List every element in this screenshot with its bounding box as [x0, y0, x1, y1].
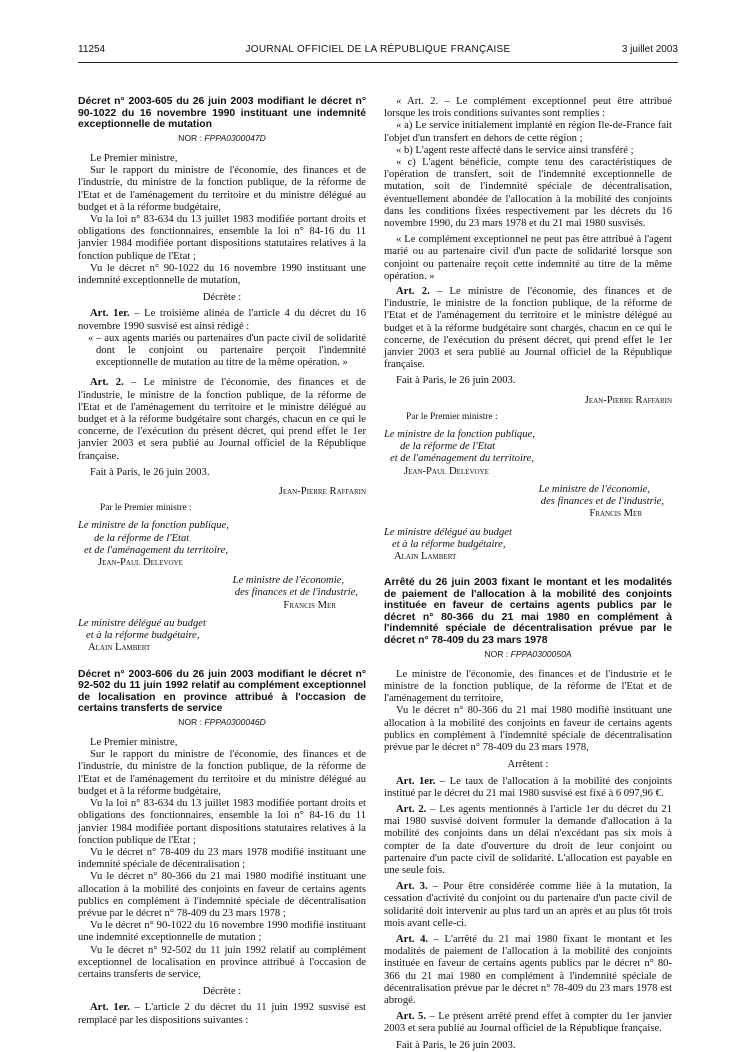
quoted-condition: « c) L'agent bénéficie, compte tenu des caractéristiques de l'opération de transfert, soit de l'indemnité exceptionnelle de mutation, soit de l'indemnité spéciale de décentralisation, éventuellement abondée de l'allocation à la mobilité des conjoints dans les conditions fixées respectivement par les décrets du 16 novembre 1990, du 23 mars 1978 et du 21 mai 1980 susvisés. — [384, 157, 672, 230]
decree-title: Décret n° 2003-605 du 26 juin 2003 modifiant le décret n° 90-1022 du 16 novembre 1990 instituant une indemnité exceptionnelle de mutation — [78, 96, 366, 131]
signature-date: Fait à Paris, le 26 juin 2003. — [90, 466, 210, 478]
paragraph: Le Premier ministre, — [90, 152, 178, 164]
article: Art. 1er. – Le troisième alinéa de l'article 4 du décret du 16 novembre 1990 susvisé est ainsi rédigé : — [78, 308, 366, 332]
article: Art. 2. – Le ministre de l'économie, des finances et de l'industrie, le ministre de la fonction publique, de la réforme de l'Etat et de l'aménagement du territoire et le ministre délégué au budget et à la réforme budgétaire sont chargés, chacun en ce qui le concerne, de l'exécution du présent décret, qui prend effet le 1er janvier 2003 et sera publié au Journal officiel de la République française. — [78, 377, 366, 462]
page-header — [78, 44, 678, 60]
signature-date: Fait à Paris, le 26 juin 2003. — [396, 1039, 516, 1051]
decree-2003-605 — [78, 96, 366, 655]
paragraph: Sur le rapport du ministre de l'économie, des finances et de l'industrie, du ministre de la fonction publique, de la réforme de l'Etat et de l'aménagement du territoire et du ministre délégué au budget et à la réforme budgétaire, — [78, 749, 366, 797]
article: Art. 3. – Pour être considérée comme liée à la mutation, la cessation d'activité du conjoint ou du partenaire d'un pacte civil de solidarité doit intervenir au plus tard un an après et au plus tôt trois mois avant celle-ci. — [384, 881, 672, 929]
article: Art. 1er. – L'article 2 du décret du 11 juin 1992 susvisé est remplacé par les dispositions suivantes : — [78, 1002, 367, 1026]
left-column — [78, 96, 366, 1027]
paragraph: Vu le décret n° 80-366 du 21 mai 1980 modifié instituant une allocation à la mobilité des conjoints en faveur de certains agents publics en complément à l'indemnité spéciale de décentralisation prévue par le décret n° 78-409 du 23 mars 1978, — [384, 705, 672, 754]
decree-2003-606 — [78, 669, 366, 1027]
paragraph: Vu le décret n° 90-1022 du 16 novembre 1990 instituant une indemnité exceptionnelle de mutation, — [78, 262, 366, 287]
par-premier-ministre: Par le Premier ministre : — [100, 503, 192, 514]
paragraph: Vu la loi n° 83-634 du 13 juillet 1983 modifiée portant droits et obligations des fonctionnaires, ensemble la loi n° 84-16 du 11 janvier 1984 modifiée portant dispositions statutaires relatives à la fonction publique de l'Etat ; — [78, 214, 366, 262]
quoted-condition: « Le complément exceptionnel ne peut pas être attribué à l'agent marié ou au partenaire civil d'un pacte de solidarité lorsque son conjoint ou partenaire reçoit cette indemnité au titre de la même opération. » — [384, 234, 672, 282]
journal-title: JOURNAL OFFICIEL DE LA RÉPUBLIQUE FRANÇAISE — [245, 44, 511, 55]
nor-reference: NOR : FPPA0300046D — [178, 716, 266, 727]
page-number: 11254 — [78, 44, 106, 55]
nor-reference: NOR : FPPA0300047D — [178, 132, 266, 143]
paragraph: Sur le rapport du ministre de l'économie, des finances et de l'industrie, du ministre de la fonction publique, de la réforme de l'Etat et de l'aménagement du territoire et du ministre délégué au budget et à la réforme budgétaire, — [78, 165, 366, 213]
article: Art. 5. – Le présent arrêté prend effet à compter du 1er janvier 2003 et sera publié au Journal officiel de la République française. — [384, 1011, 672, 1035]
paragraph: Vu le décret n° 92-502 du 11 juin 1992 relatif au complément exceptionnel de localisation en province attribué à l'occasion de certains transferts de service, — [78, 944, 366, 980]
right-column — [384, 96, 672, 1052]
article: Art. 1er. – Le taux de l'allocation à la mobilité des conjoints institué par le décret du 21 mai 1980 susvisé est fixé à 6 097,96 €. — [384, 775, 672, 799]
article: Art. 2. – Les agents mentionnés à l'article 1er du décret du 21 mai 1980 susvisé doivent formuler la demande d'allocation à la mobilité des conjoints dans un délai n'excédant pas six mois à compter de la date d'ouverture du droit de leur conjoint ou partenaire d'un pacte civil de solidarité. L'allocation est payable en une seule fois. — [384, 803, 672, 876]
article: Art. 2. – Le ministre de l'économie, des finances et de l'industrie, le ministre de la fonction publique, de la réforme de l'Etat et de l'aménagement du territoire et le ministre délégué au budget et à la réforme budgétaire sont chargés, chacun en ce qui le concerne, de l'exécution du présent décret, qui prend effet le 1er janvier 2003 et sera publié au Journal officiel de la République française. — [384, 286, 672, 371]
paragraph: Le ministre de l'économie, des finances et de l'industrie et le ministre de la fonction publique, de la réforme de l'Etat et de l'aménagement du territoire, — [384, 668, 672, 705]
paragraph: Vu le décret n° 90-1022 du 16 novembre 1990 modifié instituant une indemnité exceptionnelle de mutation ; — [78, 920, 366, 944]
issue-date: 3 juillet 2003 — [621, 44, 678, 55]
minister-eco-signature: Le ministre de l'économie, des finances et de l'industrie, Francis Mer — [232, 575, 358, 611]
pm-signature: Jean-Pierre Raffarin — [584, 394, 672, 406]
article: Art. 4. – L'arrêté du 21 mai 1980 fixant le montant et les modalités de paiement de l'allocation à la mobilité des conjoints instituée en faveur de certains agents publics par le décret n° 80-366 du 21 mai 1980 en complément à l'indemnité spéciale de décentralisation prévue par le décret n° 78-409 du 23 mars 1978 est abrogé. — [384, 933, 672, 1006]
minister-budget-signature: Le ministre délégué au budget et à la réforme budgétaire, Alain Lambert — [384, 526, 512, 562]
nor-reference: NOR : FPPA0300050A — [484, 648, 572, 659]
arretent-heading: Arrêtent : — [507, 759, 549, 771]
minister-budget-signature: Le ministre délégué au budget et à la réforme budgétaire, Alain Lambert — [78, 617, 206, 654]
pm-signature: Jean-Pierre Raffarin — [278, 486, 366, 498]
decrete-heading: Décrète : — [202, 292, 242, 304]
signature-date: Fait à Paris, le 26 juin 2003. — [396, 375, 516, 387]
minister-fp-signature: Le ministre de la fonction publique, de la réforme de l'Etat et de l'aménagement du territoire, Jean-Paul Delevoye — [78, 520, 229, 569]
quoted-article: « Art. 2. – Le complément exceptionnel peut être attribué lorsque les trois conditions suivantes sont remplies : — [384, 96, 672, 120]
paragraph: Vu le décret n° 80-366 du 21 mai 1980 modifié instituant une allocation à la mobilité des conjoints en faveur de certains agents publics en complément à l'indemnité spéciale de décentralisation prévue par le décret n° 78-409 du 23 mars 1978 ; — [78, 871, 366, 919]
article-quote: « – aux agents mariés ou partenaires d'un pacte civil de solidarité dont le conjoint ou partenaire perçoit l'indemnité exceptionnelle de mutation au titre de la même opération. » — [88, 332, 366, 369]
quoted-condition: « a) Le service initialement implanté en région Ile-de-France fait l'objet d'un transfert en dehors de cette région ; — [384, 120, 672, 144]
paragraph: Le Premier ministre, — [90, 737, 178, 749]
paragraph: Vu la loi n° 83-634 du 13 juillet 1983 modifiée portant droits et obligations des fonctionnaires, ensemble la loi n° 84-16 du 11 janvier 1984 modifiée portant dispositions statutaires relatives à la fonction publique de l'Etat ; — [78, 798, 366, 846]
decrete-heading: Décrète : — [202, 986, 242, 998]
minister-eco-signature: Le ministre de l'économie, des finances et de l'industrie, Francis Mer — [538, 483, 664, 520]
paragraph: Vu le décret n° 78-409 du 23 mars 1978 modifié instituant une indemnité spéciale de décentralisation ; — [78, 846, 366, 871]
decree-2003-606-continued — [384, 96, 672, 563]
par-premier-ministre: Par le Premier ministre : — [406, 411, 498, 422]
minister-fp-signature: Le ministre de la fonction publique, de la réforme de l'Etat et de l'aménagement du territoire, Jean-Paul Delevoye — [384, 429, 535, 477]
header-rule — [78, 62, 678, 63]
quoted-condition: « b) L'agent reste affecté dans le service ainsi transféré ; — [396, 144, 634, 156]
decree-title: Décret n° 2003-606 du 26 juin 2003 modifiant le décret n° 92-502 du 11 juin 1992 relatif au complément exceptionnel de localisation en province attribué à l'occasion de certains transferts de service — [78, 668, 366, 715]
arrete-2003-06-26 — [384, 577, 672, 1052]
arrete-title: Arrêté du 26 juin 2003 fixant le montant et les modalités de paiement de l'allocation à la mobilité des conjoints instituée en faveur de certains agents publics par le décret n° 80-366 du 21 mai 1980 en complément à l'indemnité spéciale de décentralisation prévue par le décret n° 78-409 du 23 mars 1978 — [384, 577, 672, 647]
